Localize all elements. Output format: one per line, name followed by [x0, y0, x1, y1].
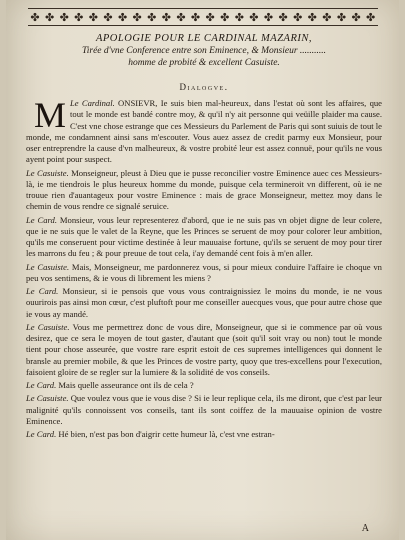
speaker-label: Le Casuiste.	[26, 393, 71, 404]
speaker-label: Le Cardinal.	[70, 98, 119, 108]
ornament-glyph: ✤	[30, 11, 40, 24]
drop-cap: M	[34, 95, 67, 135]
dialogue-body	[26, 95, 383, 442]
paragraph-text: Monsieur, si ie pensois que vous vous contraignissiez le moins du monde, ie ne vous ouurirois pas ainsi mon cœur, c'est pluftoft pour me conseiller auecques vous, que pour autre chose que ie vous ay mandé.	[26, 286, 382, 319]
section-heading: Dialogve.	[179, 82, 229, 92]
dialogue-paragraph	[26, 95, 382, 166]
paragraph-text: Que voulez vous que ie vous dise ? Si ie leur replique cela, ils me diront, que c'est par leur malignité qu'ils connoissent vos conseils, tant ils sont coiffez de la mauuaise opinion de vostre Eminence.	[26, 393, 382, 426]
ornament-glyph: ✤	[351, 11, 361, 24]
dialogue-paragraph	[26, 322, 382, 378]
ornament-glyph: ✤	[249, 11, 259, 24]
document-page	[6, 0, 399, 540]
ornament-glyph: ✤	[147, 11, 157, 24]
ornament-glyph: ✤	[205, 11, 215, 24]
catchword: A	[361, 523, 369, 534]
ornament-glyph: ✤	[278, 11, 288, 24]
document-subtitle: Tirée d'vne Conference entre son Eminence, & Monsieur ...........	[81, 46, 327, 56]
ornament-border	[28, 8, 378, 26]
paragraph-text: Mais quelle asseurance ont ils de cela ?	[58, 380, 194, 390]
dialogue-paragraph	[26, 262, 382, 285]
dialogue-paragraph	[26, 168, 382, 213]
ornament-glyph: ✤	[366, 11, 376, 24]
paragraph-text: ONSIEVR, Ie suis bien mal-heureux, dans l'estat où sont les affaires, que tout le monde est bandé contre moy, & qu'il n'y ait personne qui veüille plaider ma cause. C'est vne chose estrange que ces Messieurs du Parlement de Paris qui sont suiuis de tout le monde, me condamnent ainsi sans m'escouter. Vous auez assez de credit parmy eux Monsieur, pour oser entreprendre la cause d'vn malheureux, & vostre probité leur est assez connuë, pour qu'ils ne vous ayent point pour suspect.	[26, 98, 382, 165]
paragraph-text: Monsieur, vous leur representerez d'abord, que ie ne suis pas vn objet digne de leur colere, que ie ne suis que le valet de la Reyne, que les Princes se seruent de moy pour colorer leur ambition, qu'ils me conseruent pour victime destinée à leur mauuaise fortune, qu'ils se seruent de moy pour tirer les marrons du feu ; & pour preuue de tout cela, i'ay demandé cent fois à m'en aller.	[26, 214, 383, 259]
ornament-glyph: ✤	[161, 11, 171, 24]
ornament-glyph: ✤	[220, 11, 230, 24]
ornament-glyph: ✤	[176, 11, 186, 24]
speaker-label: Le Card.	[26, 429, 59, 439]
dialogue-paragraph	[26, 393, 382, 427]
speaker-label: Le Card.	[26, 380, 59, 390]
ornament-glyph: ✤	[88, 11, 98, 24]
dialogue-paragraph	[26, 429, 382, 440]
ornament-glyph: ✤	[336, 11, 347, 24]
ornament-glyph: ✤	[44, 11, 55, 24]
ornament-glyph: ✤	[263, 11, 274, 24]
speaker-label: Le Card.	[26, 214, 60, 225]
paragraph-text: Monseigneur, pleust à Dieu que ie pusse reconcilier vostre Eminence auec ces Messieurs-là, ie me tiendrois le plus heureux homme du monde, puisque cela termineroit vn different, où ie ne trouue rien d'auantageux pour vostre Eminence : mais de grace Monseigneur, mettez moy dans le chemin de vous rendre ce signalé seruice.	[26, 167, 382, 212]
document-subtitle-line2: homme de probité & excellent Casuiste.	[128, 58, 280, 68]
ornament-glyph: ✤	[74, 11, 84, 24]
speaker-label: Le Card.	[26, 286, 63, 296]
paragraph-text: Mais, Monseigneur, me pardonnerez vous, si pour mieux conduire l'affaire ie choque vn peu vos sentimens, & ie vous di librement les miens ?	[26, 261, 382, 283]
ornament-glyph: ✤	[59, 11, 69, 24]
document-title: APOLOGIE POUR LE CARDINAL MAZARIN,	[95, 33, 312, 44]
ornament-glyph: ✤	[234, 11, 244, 24]
dialogue-paragraph	[26, 215, 382, 260]
speaker-label: Le Casuiste.	[26, 167, 72, 178]
paragraph-text: Vous me permettrez donc de vous dire, Monseigneur, que si ie commence par où vous desirez, que ce sera le moyen de tout gaster, d'autant que (soit qu'il soit vray ou non) tout le monde tient pour chose asseurée, que vostre rare esprit estoit de ces supremes intelligences qui donnent le bransle au premier mobile, & que les Princes de vostre party, quoy que tres-excellens pour l'execution, faisoient gloire de se regler sur la lumiere & la solidité de vos conseils.	[26, 321, 382, 377]
paragraph-text: Hé bien, n'est pas bon d'aigrir cette humeur là, c'est vne estran-	[58, 429, 275, 439]
speaker-label: Le Casuiste.	[26, 321, 73, 332]
dialogue-paragraph	[26, 380, 382, 391]
dialogue-paragraph	[26, 286, 382, 320]
ornament-glyph: ✤	[293, 11, 303, 24]
ornament-glyph: ✤	[103, 11, 113, 24]
ornament-glyph: ✤	[132, 11, 142, 24]
ornament-glyph: ✤	[307, 11, 317, 24]
ornament-glyph: ✤	[322, 11, 332, 24]
ornament-glyph: ✤	[117, 11, 128, 24]
speaker-label: Le Casuiste.	[26, 261, 72, 272]
ornament-glyph: ✤	[190, 11, 201, 24]
